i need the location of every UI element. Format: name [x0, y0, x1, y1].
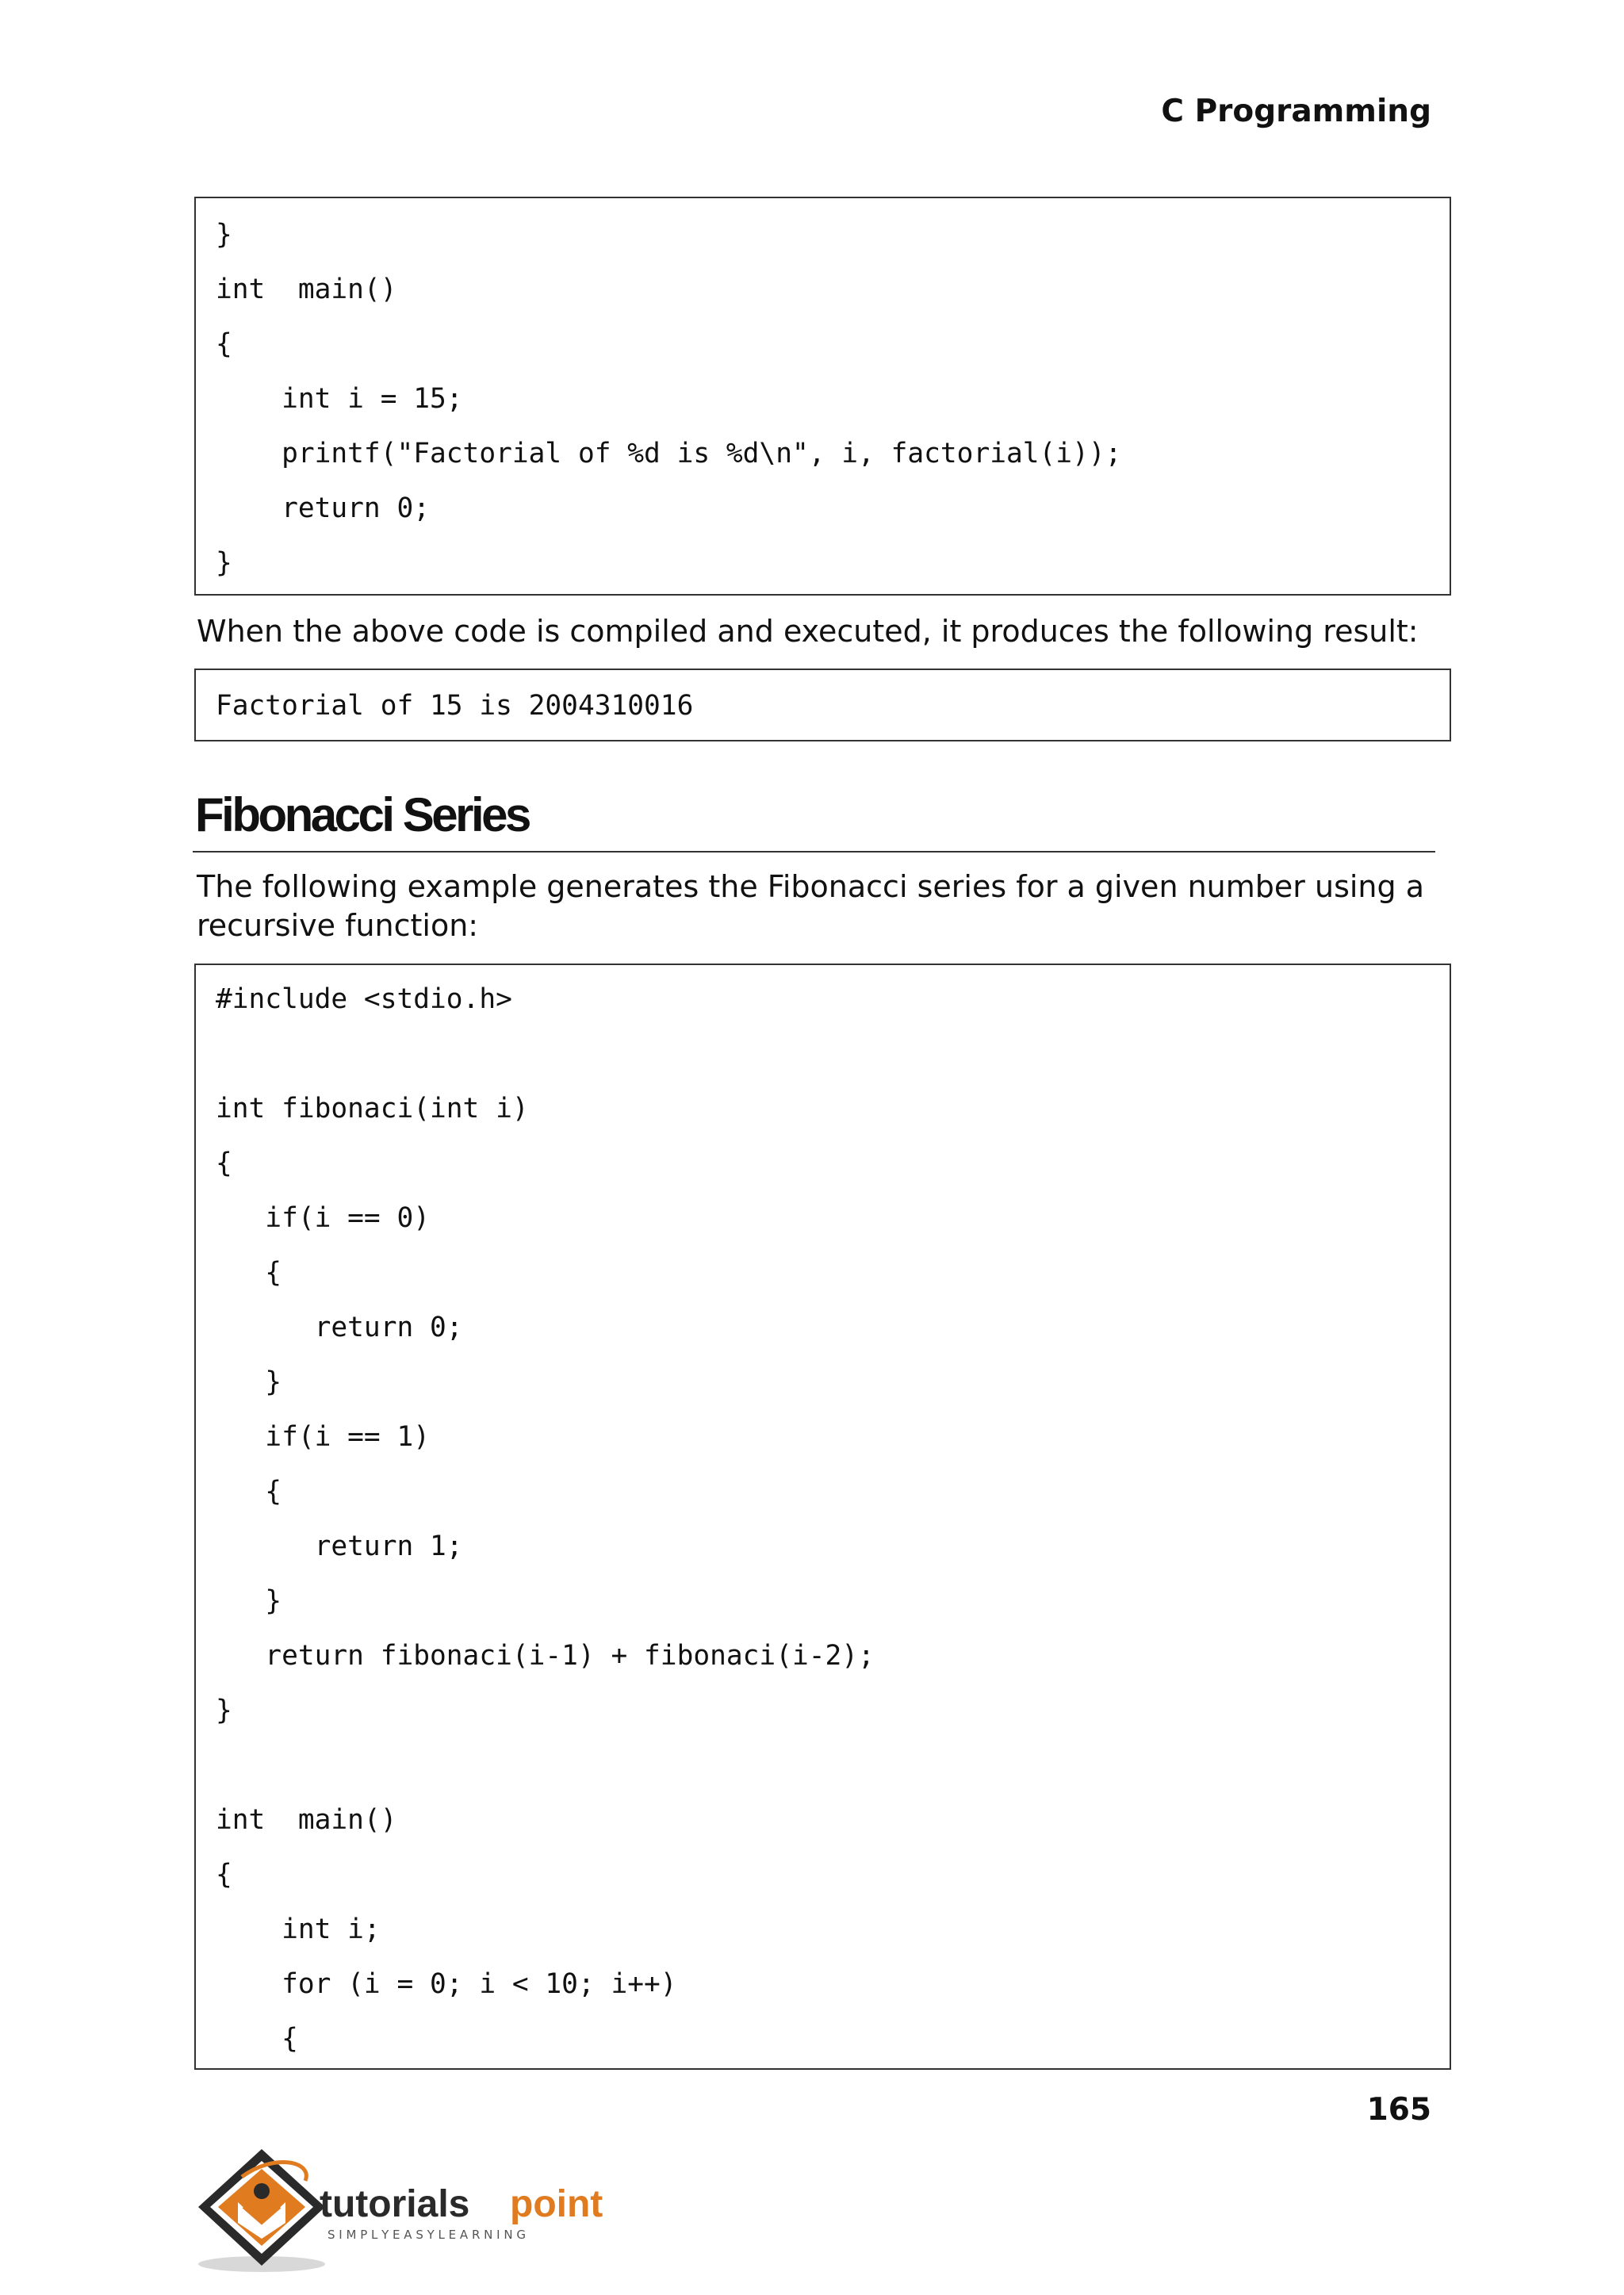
- code-line: return 0;: [216, 492, 431, 524]
- code-line: }: [216, 1585, 282, 1617]
- code-line: {: [216, 1257, 282, 1289]
- code-line: {: [216, 2023, 298, 2055]
- logo-tagline: S I M P L Y E A S Y L E A R N I N G: [327, 2228, 526, 2242]
- code-line: {: [216, 1476, 282, 1508]
- code-line: {: [216, 1148, 232, 1179]
- code-block-fibonacci: [194, 964, 1451, 2070]
- code-line: for (i = 0; i < 10; i++): [216, 1968, 677, 2000]
- code-line: printf("Factorial of %d is %d\n", i, factorial(i));: [216, 438, 1122, 469]
- running-header-title: C Programming: [1161, 94, 1431, 129]
- section-heading: Fibonacci Series: [195, 788, 529, 841]
- heading-underline: [193, 851, 1435, 852]
- output-block: [194, 669, 1451, 741]
- code-line: if(i == 0): [216, 1202, 431, 1234]
- code-line: }: [216, 219, 232, 251]
- code-line: }: [216, 1695, 232, 1726]
- code-line: return 1;: [216, 1531, 463, 1562]
- logo-wordmark-point: point: [510, 2183, 603, 2225]
- code-line: {: [216, 328, 232, 360]
- code-line: int i;: [216, 1914, 381, 1945]
- section-intro-line-1: The following example generates the Fibonacci series for a given number using a: [197, 869, 1424, 904]
- code-line: return fibonaci(i-1) + fibonaci(i-2);: [216, 1640, 875, 1672]
- code-line: {: [216, 1859, 232, 1891]
- code-line: int fibonaci(int i): [216, 1093, 529, 1125]
- tutorialspoint-logo: [194, 2145, 638, 2276]
- code-line: }: [216, 1366, 282, 1398]
- code-line: int main(): [216, 1804, 397, 1836]
- section-intro-line-2: recursive function:: [197, 908, 479, 943]
- code-line: int i = 15;: [216, 383, 463, 415]
- tutorialspoint-logo-graphic: [194, 2145, 638, 2276]
- code-block-factorial-main: [194, 197, 1451, 596]
- code-line: return 0;: [216, 1312, 463, 1343]
- code-line: int main(): [216, 274, 397, 305]
- result-intro-paragraph: When the above code is compiled and executed, it produces the following result:: [197, 614, 1419, 649]
- code-line: if(i == 1): [216, 1421, 431, 1453]
- code-line: }: [216, 547, 232, 579]
- code-line: #include <stdio.h>: [216, 983, 512, 1015]
- page-number: 165: [1366, 2092, 1431, 2128]
- output-line: Factorial of 15 is 2004310016: [216, 690, 694, 722]
- logo-wordmark-tutorials: tutorials: [320, 2183, 470, 2225]
